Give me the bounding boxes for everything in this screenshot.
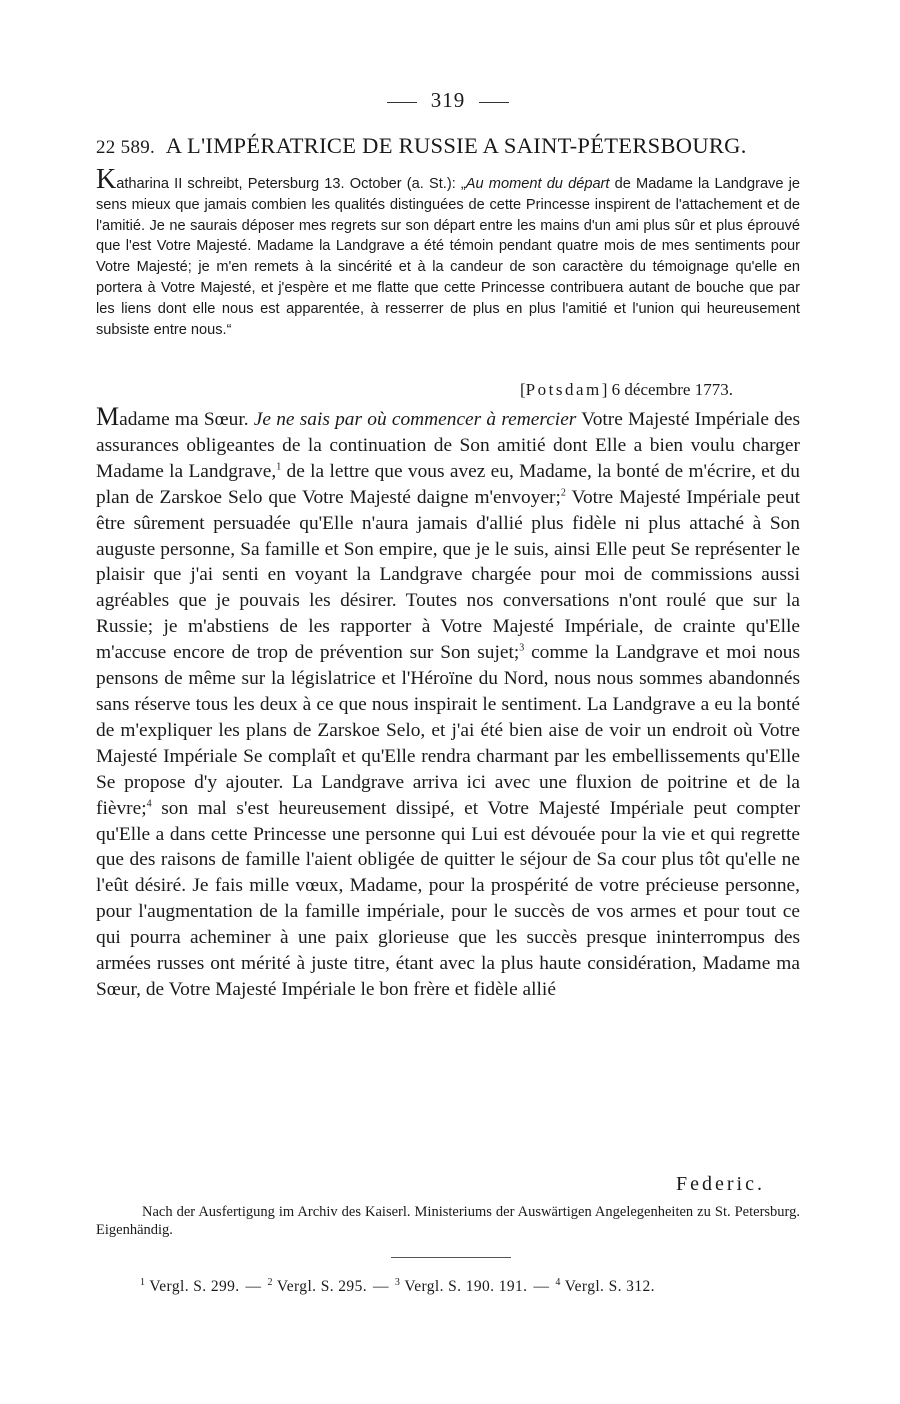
letter-seg-2: de la lettre que vous avez eu, Madame, la bonté de m'écrire, et du plan de Zarskoe Selo que Votre Majesté daigne m'envoyer; bbox=[96, 460, 800, 508]
salutation-initial: M bbox=[96, 402, 120, 431]
letter-number: 22 589. bbox=[96, 137, 156, 158]
intro-lead-italic: Au moment du départ bbox=[465, 176, 610, 192]
footnote-separator: — bbox=[245, 1278, 262, 1295]
dateline-date: 6 décembre 1773. bbox=[611, 380, 733, 399]
running-head bbox=[96, 88, 800, 113]
letter-seg-1: Votre Majesté Impériale des assurances obligeantes de la continuation de Son amitié dont Elle a bien voulu charger Madame la Landgrave, bbox=[96, 409, 800, 482]
footnotes bbox=[140, 1278, 800, 1296]
letter-body bbox=[96, 404, 800, 1003]
intro-body: de Madame la Landgrave je sens mieux que jamais combien les qualités distinguées de cette Princesse inspirent de l'attachement et de l'amitié. Je ne saurais déposer mes regrets sur son départ entre les mains d'un ami plus sûr et plus éprouvé que l'est Votre Majesté. Madame la Landgrave a été témoin pendant quatre mois de mes sentiments pour Votre Majesté; je m'en remets à la sincérité et à la candeur de son caractère du témoignage qu'elle en portera à Votre Majesté, et j'espère et me flatte que cette Princesse contribuera autant de bouche que par les liens dont elle nous est apparentée, à resserrer de plus en plus l'amitié et l'union qui heureusement subsiste entre nous.“ bbox=[96, 176, 800, 338]
footnote-rule bbox=[391, 1257, 511, 1258]
footnote-2: $^2$ Vergl. S. 295. bbox=[267, 1276, 367, 1295]
footnote-separator: — bbox=[373, 1278, 389, 1295]
intro-lead: atharina II schreibt, Petersburg 13. October (a. St.): „ bbox=[116, 176, 466, 192]
dateline: [Potsdam] 6 décembre 1773. bbox=[520, 380, 733, 399]
footnote-ref-4[interactable]: 4 bbox=[146, 798, 152, 810]
footnote-separator: — bbox=[533, 1278, 550, 1295]
footnote-4: $^4$ Vergl. S. 312. bbox=[555, 1276, 655, 1295]
signature: Federic. bbox=[676, 1173, 765, 1195]
head-rule-right bbox=[479, 102, 509, 103]
footnote-ref-3[interactable]: 3 bbox=[519, 642, 525, 654]
footnote-ref-2[interactable]: 2 bbox=[560, 487, 566, 499]
intro-paragraph bbox=[96, 166, 800, 340]
salutation: adame ma Sœur. bbox=[119, 409, 249, 430]
opening-italic: Je ne sais par où commencer à remercier bbox=[253, 409, 577, 430]
letter-seg-4: comme la Landgrave et moi nous pensons de même sur la législatrice et l'Héroïne du Nord, nous nous sommes abandonnés sans réserve tous les deux à ce que nous inspirait le sentiment. La Landgrave a eu la bonté de m'expliquer les plans de Zarskoe Selo, et j'ai été bien aise de voir un endroit où Votre Majesté Impériale Se complaît et qu'Elle rendra charmant par les embellissements qu'Elle Se propose d'y ajouter. La Landgrave arriva ici avec une fluxion de poitrine et de la fièvre; bbox=[96, 642, 801, 819]
letter-seg-5: son mal s'est heureusement dissipé, et Votre Majesté Impériale peut compter qu'Elle a dans cette Princesse une personne qui Lui est dévouée pour la vie et qui regrette que des raisons de famille l'aient obligée de quitter le séjour de Sa cour plus tôt qu'elle ne l'eût désiré. Je fais mille vœux, Madame, pour la prospérité de votre précieuse personne, pour l'augmentation de la famille impériale, pour le succès de vos armes et pour tout ce qui pourra acheminer à une paix glorieuse que les succès presque ininterrompus des armées russes ont mérité à juste titre, étant avec la plus haute considération, Madame ma Sœur, de Votre Majesté Impériale le bon frère et fidèle allié bbox=[96, 797, 800, 1000]
page-number: 319 bbox=[430, 88, 466, 112]
letter-title: A L'IMPÉRATRICE DE RUSSIE A SAINT-PÉTERSBOURG. bbox=[165, 133, 747, 158]
dateline-place: Potsdam bbox=[525, 380, 602, 399]
source-note: Nach der Ausfertigung im Archiv des Kaiserl. Ministeriums der Auswärtigen Angelegenheiten zu St. Petersburg. Eigenhändig. bbox=[96, 1204, 800, 1238]
head-rule-left bbox=[387, 102, 417, 103]
footnote-ref-1[interactable]: 1 bbox=[276, 461, 282, 473]
intro-initial: K bbox=[96, 164, 117, 195]
footnote-3: $^3$ Vergl. S. 190. 191. bbox=[394, 1276, 528, 1295]
footnote-1: $^1$ Vergl. S. 299. bbox=[140, 1276, 240, 1295]
letter-heading bbox=[96, 133, 800, 159]
letter-seg-3: Votre Majesté Impériale peut être sûrement persuadée qu'Elle n'aura jamais d'allié plus fidèle ni plus attaché à Son auguste personne, Sa famille et Son empire, que je le suis, ainsi Elle peut Se représenter le plaisir que j'ai senti en voyant la Landgrave chargée pour moi de commissions aussi agréables que je pouvais les désirer. Toutes nos conversations n'ont roulé que sur la Russie; je m'abstiens de les rapporter à Votre Majesté Impériale, de crainte qu'Elle m'accuse encore de trop de prévention sur Son sujet; bbox=[96, 486, 800, 664]
